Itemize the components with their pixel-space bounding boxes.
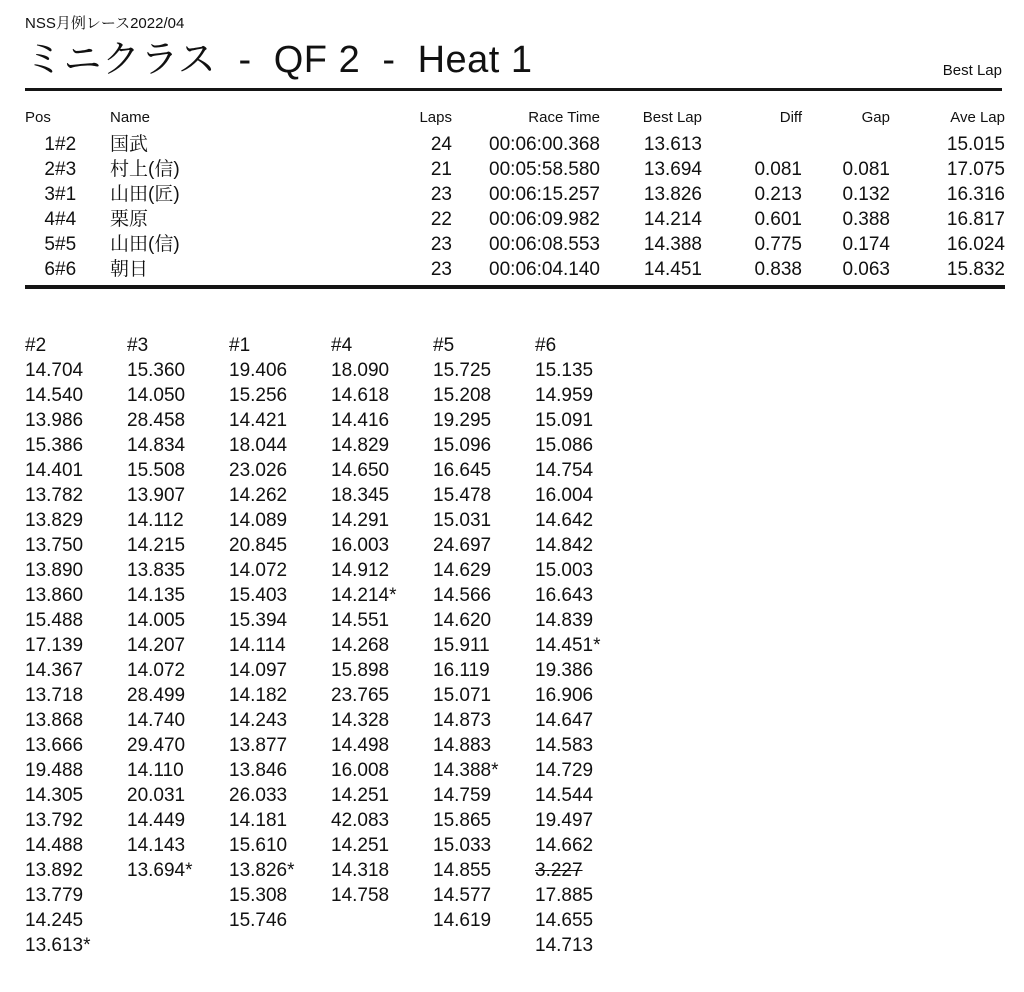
lap-time: 23.765	[331, 685, 390, 706]
lap-column-car-number: #3	[127, 335, 149, 356]
cell-pos: 5	[44, 234, 55, 255]
cell-best-lap: 13.826	[643, 184, 702, 205]
cell-ave-lap: 17.075	[946, 159, 1005, 180]
col-header-name: Name	[110, 109, 151, 126]
lap-time: 15.003	[535, 560, 594, 581]
cell-name: 山田(信)	[110, 234, 180, 255]
cell-pos: 4	[44, 209, 55, 230]
col-header-car	[55, 107, 110, 129]
lap-column	[433, 333, 535, 958]
lap-time: 14.135	[127, 585, 186, 606]
lap-time: 15.610	[229, 835, 288, 856]
lap-time: 14.883	[433, 735, 492, 756]
cell-ave-lap: 15.015	[946, 134, 1005, 155]
lap-column	[331, 333, 433, 958]
cell-diff: 0.775	[754, 234, 802, 255]
lap-time: 13.613*	[25, 935, 91, 956]
result-row	[25, 207, 1005, 232]
cell-car: #2	[55, 134, 77, 155]
lap-time: 16.645	[433, 460, 492, 481]
cell-diff: 0.213	[754, 184, 802, 205]
lap-time: 23.026	[229, 460, 288, 481]
lap-time: 15.360	[127, 360, 186, 381]
lap-time: 14.416	[331, 410, 390, 431]
lap-time: 13.779	[25, 885, 84, 906]
lap-column-car-number: #2	[25, 335, 47, 356]
lap-time: 15.898	[331, 660, 390, 681]
cell-race-time: 00:06:09.982	[489, 209, 600, 230]
lap-time: 14.072	[127, 660, 186, 681]
lap-time: 18.345	[331, 485, 390, 506]
lap-time: 14.328	[331, 710, 390, 731]
lap-time: 14.629	[433, 560, 492, 581]
lap-time: 14.551	[331, 610, 390, 631]
best-lap-corner-label: Best Lap	[942, 62, 1002, 79]
lap-time: 17.139	[25, 635, 84, 656]
cell-gap: 0.081	[842, 159, 890, 180]
lap-time: 14.451*	[535, 635, 601, 656]
result-row	[25, 157, 1005, 182]
lap-time: 14.583	[535, 735, 594, 756]
lap-time: 14.912	[331, 560, 390, 581]
lap-time: 14.839	[535, 610, 594, 631]
lap-column	[127, 333, 229, 958]
lap-column	[535, 333, 637, 958]
lap-time: 15.508	[127, 460, 186, 481]
lap-time: 14.655	[535, 910, 594, 931]
cell-pos: 1	[44, 134, 55, 155]
lap-time: 14.713	[535, 935, 594, 956]
lap-time: 28.458	[127, 410, 186, 431]
lap-time: 15.086	[535, 435, 594, 456]
lap-time: 42.083	[331, 810, 390, 831]
lap-time: 14.388*	[433, 760, 499, 781]
lap-column	[229, 333, 331, 958]
lap-time: 29.470	[127, 735, 186, 756]
page-title: ミニクラス - QF 2 - Heat 1	[25, 39, 533, 81]
cell-diff: 0.838	[754, 259, 802, 280]
result-row	[25, 232, 1005, 257]
lap-time: 14.050	[127, 385, 186, 406]
lap-time: 14.662	[535, 835, 594, 856]
lap-time: 14.251	[331, 835, 390, 856]
lap-time: 13.782	[25, 485, 84, 506]
cell-gap: 0.388	[842, 209, 890, 230]
lap-time: 19.406	[229, 360, 288, 381]
lap-time: 15.488	[25, 610, 84, 631]
cell-name: 山田(匠)	[110, 184, 180, 205]
lap-column	[25, 333, 127, 958]
lap-time: 14.421	[229, 410, 288, 431]
cell-ave-lap: 16.817	[946, 209, 1005, 230]
lap-time: 15.394	[229, 610, 288, 631]
lap-time: 14.759	[433, 785, 492, 806]
lap-time: 15.256	[229, 385, 288, 406]
lap-time: 13.792	[25, 810, 84, 831]
lap-time: 15.865	[433, 810, 492, 831]
lap-time: 14.243	[229, 710, 288, 731]
result-row	[25, 257, 1005, 287]
lap-time: 13.718	[25, 685, 84, 706]
cell-race-time: 00:06:00.368	[489, 134, 600, 155]
lap-time: 14.758	[331, 885, 390, 906]
lap-time: 13.829	[25, 510, 84, 531]
lap-time: 18.090	[331, 360, 390, 381]
results-header-row	[25, 107, 1005, 129]
cell-best-lap: 14.388	[643, 234, 702, 255]
cell-diff: 0.601	[754, 209, 802, 230]
lap-time: 16.004	[535, 485, 594, 506]
cell-name: 朝日	[110, 259, 149, 280]
cell-race-time: 00:05:58.580	[489, 159, 600, 180]
lap-time: 14.498	[331, 735, 390, 756]
lap-time: 15.096	[433, 435, 492, 456]
lap-time: 14.182	[229, 685, 288, 706]
cell-laps: 23	[430, 259, 452, 280]
lap-column-car-number: #5	[433, 335, 455, 356]
lap-time: 14.207	[127, 635, 186, 656]
lap-time: 14.729	[535, 760, 594, 781]
cell-ave-lap: 15.832	[946, 259, 1005, 280]
lap-time: 14.005	[127, 610, 186, 631]
lap-time: 16.119	[433, 660, 490, 681]
lap-time: 13.877	[229, 735, 288, 756]
lap-time: 14.401	[25, 460, 84, 481]
lap-time: 14.566	[433, 585, 492, 606]
lap-time: 14.143	[127, 835, 186, 856]
cell-best-lap: 14.214	[643, 209, 702, 230]
cell-pos: 6	[44, 259, 55, 280]
lap-time: 16.003	[331, 535, 390, 556]
cell-race-time: 00:06:08.553	[489, 234, 600, 255]
lap-time: 14.855	[433, 860, 492, 881]
cell-ave-lap: 16.024	[946, 234, 1005, 255]
lap-time: 13.846	[229, 760, 288, 781]
lap-time: 24.697	[433, 535, 492, 556]
lap-time: 14.642	[535, 510, 594, 531]
cell-name: 国武	[110, 134, 149, 155]
lap-time: 14.262	[229, 485, 288, 506]
lap-time: 17.885	[535, 885, 594, 906]
lap-time: 14.754	[535, 460, 594, 481]
lap-time: 14.842	[535, 535, 594, 556]
cell-car: #6	[55, 259, 77, 280]
lap-time: 14.488	[25, 835, 84, 856]
lap-time: 14.619	[433, 910, 492, 931]
header-rule	[25, 88, 1002, 91]
lap-column-car-number: #4	[331, 335, 353, 356]
lap-time: 14.089	[229, 510, 288, 531]
lap-time: 14.834	[127, 435, 186, 456]
lap-time: 14.540	[25, 385, 84, 406]
cell-name: 栗原	[110, 209, 149, 230]
cell-best-lap: 13.613	[643, 134, 702, 155]
lap-time: 14.618	[331, 385, 390, 406]
lap-time: 14.251	[331, 785, 390, 806]
lap-time: 13.694*	[127, 860, 193, 881]
lap-column-car-number: #6	[535, 335, 557, 356]
cell-gap: 0.174	[842, 234, 890, 255]
results-body	[25, 129, 1005, 287]
lap-time: 14.544	[535, 785, 594, 806]
lap-time: 14.959	[535, 385, 594, 406]
cell-laps: 23	[430, 184, 452, 205]
result-row	[25, 129, 1005, 157]
lap-time: 15.386	[25, 435, 84, 456]
lap-time: 13.826*	[229, 860, 295, 881]
cell-diff: 0.081	[754, 159, 802, 180]
lap-time: 14.114	[229, 635, 286, 656]
lap-time: 14.214*	[331, 585, 397, 606]
lap-time: 14.245	[25, 910, 84, 931]
lap-time: 14.181	[229, 810, 288, 831]
cell-best-lap: 14.451	[643, 259, 702, 280]
lap-column-car-number: #1	[229, 335, 251, 356]
lap-time: 15.308	[229, 885, 288, 906]
lap-time: 14.110	[127, 760, 184, 781]
lap-time: 16.643	[535, 585, 594, 606]
col-header-best-lap: Best Lap	[642, 109, 702, 126]
cell-laps: 23	[430, 234, 452, 255]
lap-time-deleted: 3.227	[535, 860, 583, 881]
lap-time: 15.725	[433, 360, 492, 381]
cell-laps: 22	[430, 209, 452, 230]
lap-time: 13.890	[25, 560, 84, 581]
lap-time: 14.873	[433, 710, 492, 731]
col-header-gap: Gap	[861, 109, 890, 126]
lap-time: 28.499	[127, 685, 186, 706]
lap-time: 14.449	[127, 810, 186, 831]
lap-time: 13.986	[25, 410, 84, 431]
lap-time: 13.666	[25, 735, 84, 756]
lap-time: 14.097	[229, 660, 288, 681]
lap-time: 14.072	[229, 560, 288, 581]
lap-time: 15.033	[433, 835, 492, 856]
lap-time: 13.868	[25, 710, 84, 731]
lap-time: 16.008	[331, 760, 390, 781]
lap-time: 14.650	[331, 460, 390, 481]
lap-time: 19.295	[433, 410, 492, 431]
lap-time: 15.135	[535, 360, 594, 381]
lap-time: 13.750	[25, 535, 84, 556]
cell-laps: 21	[430, 159, 452, 180]
cell-pos: 3	[44, 184, 55, 205]
lap-time: 13.892	[25, 860, 84, 881]
lap-time: 14.318	[331, 860, 390, 881]
lap-time: 13.835	[127, 560, 186, 581]
cell-car: #3	[55, 159, 77, 180]
lap-time: 13.860	[25, 585, 84, 606]
col-header-laps: Laps	[419, 109, 452, 126]
col-header-ave-lap: Ave Lap	[950, 109, 1005, 126]
result-row	[25, 182, 1005, 207]
lap-time: 18.044	[229, 435, 288, 456]
lap-time: 14.829	[331, 435, 390, 456]
lap-time: 15.746	[229, 910, 288, 931]
cell-car: #5	[55, 234, 77, 255]
cell-gap	[802, 129, 890, 157]
lap-time: 20.845	[229, 535, 288, 556]
lap-time: 14.704	[25, 360, 84, 381]
lap-time: 15.478	[433, 485, 492, 506]
cell-car: #1	[55, 184, 77, 205]
lap-time: 14.215	[127, 535, 186, 556]
lap-time: 14.367	[25, 660, 84, 681]
col-header-diff: Diff	[779, 109, 802, 126]
lap-time: 15.911	[433, 635, 490, 656]
cell-laps: 24	[430, 134, 452, 155]
lap-time: 15.091	[535, 410, 594, 431]
cell-diff	[702, 129, 802, 157]
lap-time: 14.268	[331, 635, 390, 656]
lap-time: 15.208	[433, 385, 492, 406]
cell-pos: 2	[44, 159, 55, 180]
lap-time: 14.305	[25, 785, 84, 806]
lap-time: 14.647	[535, 710, 594, 731]
lap-time: 16.906	[535, 685, 594, 706]
lap-time: 14.112	[127, 510, 184, 531]
col-header-race-time: Race Time	[528, 109, 600, 126]
title-row	[25, 38, 1002, 82]
cell-best-lap: 13.694	[643, 159, 702, 180]
cell-race-time: 00:06:15.257	[489, 184, 600, 205]
lap-time: 15.031	[433, 510, 492, 531]
lap-time: 14.291	[331, 510, 390, 531]
cell-ave-lap: 16.316	[946, 184, 1005, 205]
lap-grid	[25, 333, 1002, 958]
cell-car: #4	[55, 209, 77, 230]
cell-gap: 0.063	[842, 259, 890, 280]
lap-time: 13.907	[127, 485, 186, 506]
lap-time: 15.071	[433, 685, 492, 706]
cell-name: 村上(信)	[110, 159, 180, 180]
cell-race-time: 00:06:04.140	[489, 259, 600, 280]
cell-gap: 0.132	[842, 184, 890, 205]
lap-time: 19.488	[25, 760, 84, 781]
lap-time: 19.497	[535, 810, 594, 831]
col-header-pos: Pos	[25, 109, 51, 126]
lap-time: 20.031	[127, 785, 186, 806]
lap-time: 15.403	[229, 585, 288, 606]
event-title: NSS月例レース2022/04	[25, 15, 185, 32]
lap-time: 26.033	[229, 785, 288, 806]
lap-time: 14.620	[433, 610, 492, 631]
results-table	[25, 107, 1005, 289]
lap-time: 19.386	[535, 660, 594, 681]
lap-time: 14.577	[433, 885, 492, 906]
lap-time: 14.740	[127, 710, 186, 731]
